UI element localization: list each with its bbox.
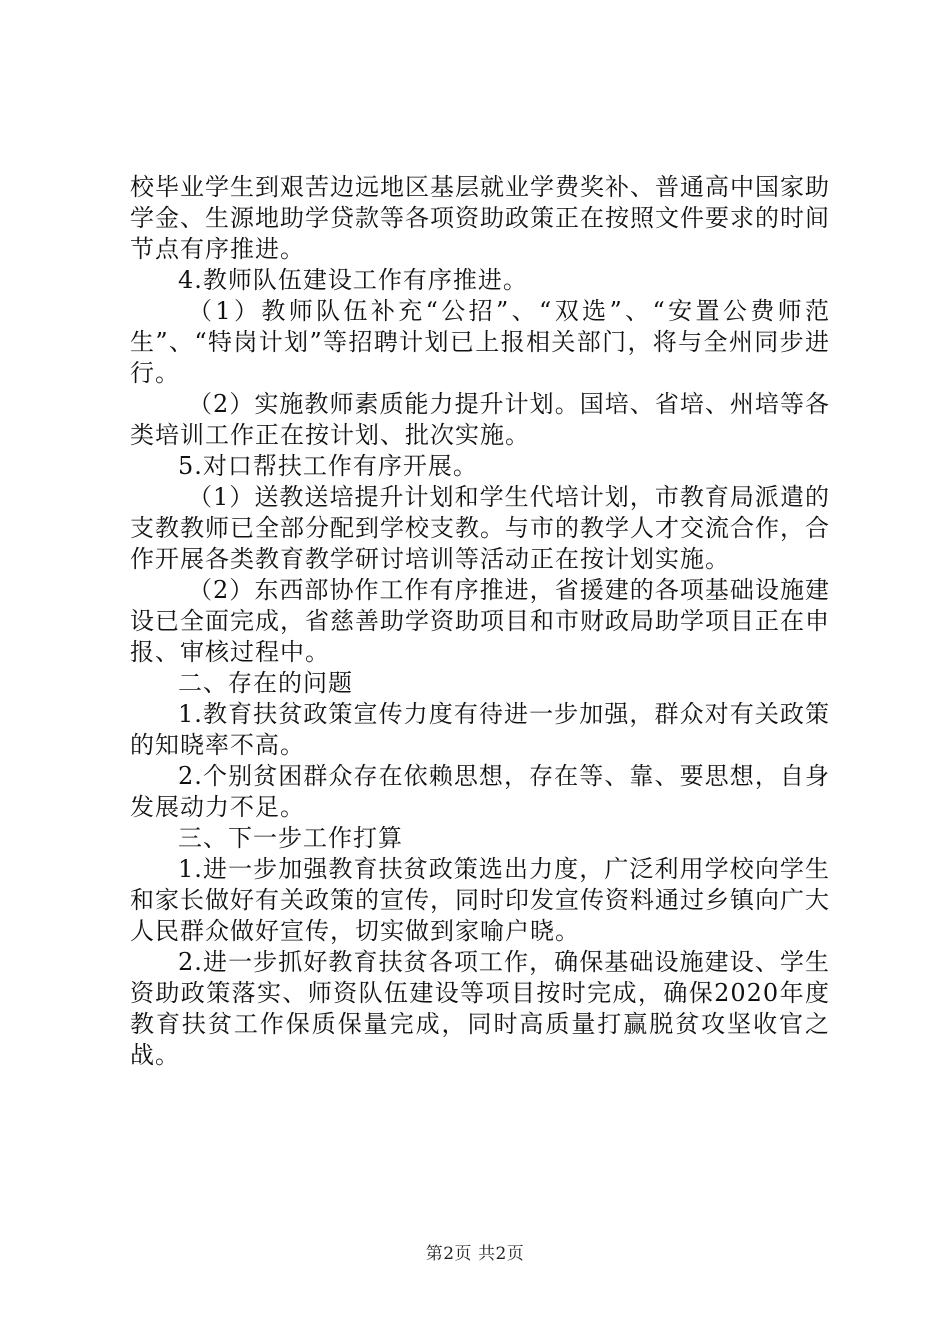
- paragraph-teacher-training: （2）实施教师素质能力提升计划。国培、省培、州培等各类培训工作正在按计划、批次实施。: [130, 390, 830, 449]
- paragraph-next-step-work: 2.进一步抓好教育扶贫各项工作，确保基础设施建设、学生资助政策落实、师资队伍建设等项目按时完成，确保2020年度教育扶贫工作保质保量完成，同时高质量打赢脱贫攻坚收官之战。: [130, 948, 830, 1069]
- heading-teacher-team-building: 4.教师队伍建设工作有序推进。: [178, 266, 528, 294]
- heading-next-steps: 三、下一步工作打算: [178, 824, 403, 852]
- paragraph-scholarship-policies: 校毕业学生到艰苦边远地区基层就业学费奖补、普通高中国家助学金、生源地助学贷款等各项资助政策正在按照文件要求的时间节点有序推进。: [130, 173, 830, 263]
- paragraph-next-step-publicity: 1.进一步加强教育扶贫政策选出力度，广泛利用学校向学生和家长做好有关政策的宣传，同时印发宣传资料通过乡镇向广大人民群众做好宣传，切实做到家喻户晓。: [130, 855, 830, 945]
- paragraph-east-west-cooperation: （2）东西部协作工作有序推进，省援建的各项基础设施建设已全面完成，省慈善助学资助项目和市财政局助学项目正在申报、审核过程中。: [130, 576, 830, 666]
- paragraph-problem-publicity: 1.教育扶贫政策宣传力度有待进一步加强，群众对有关政策的知晓率不高。: [130, 700, 830, 759]
- heading-paired-assistance: 5.对口帮扶工作有序开展。: [178, 452, 478, 480]
- page-number-footer: 第2页 共2页: [425, 1244, 525, 1264]
- heading-existing-problems: 二、存在的问题: [178, 669, 353, 697]
- paragraph-problem-dependency: 2.个别贫困群众存在依赖思想，存在等、靠、要思想，自身发展动力不足。: [130, 762, 830, 821]
- paragraph-teacher-dispatch: （1）送教送培提升计划和学生代培计划，市教育局派遣的支教教师已全部分配到学校支教。与市的教学人才交流合作，合作开展各类教育教学研讨培训等活动正在按计划实施。: [130, 483, 830, 573]
- paragraph-teacher-recruitment: （1）教师队伍补充“公招”、“双选”、“安置公费师范生”、“特岗计划”等招聘计划已上报相关部门，将与全州同步进行。: [130, 297, 830, 387]
- document-body: [130, 172, 830, 1071]
